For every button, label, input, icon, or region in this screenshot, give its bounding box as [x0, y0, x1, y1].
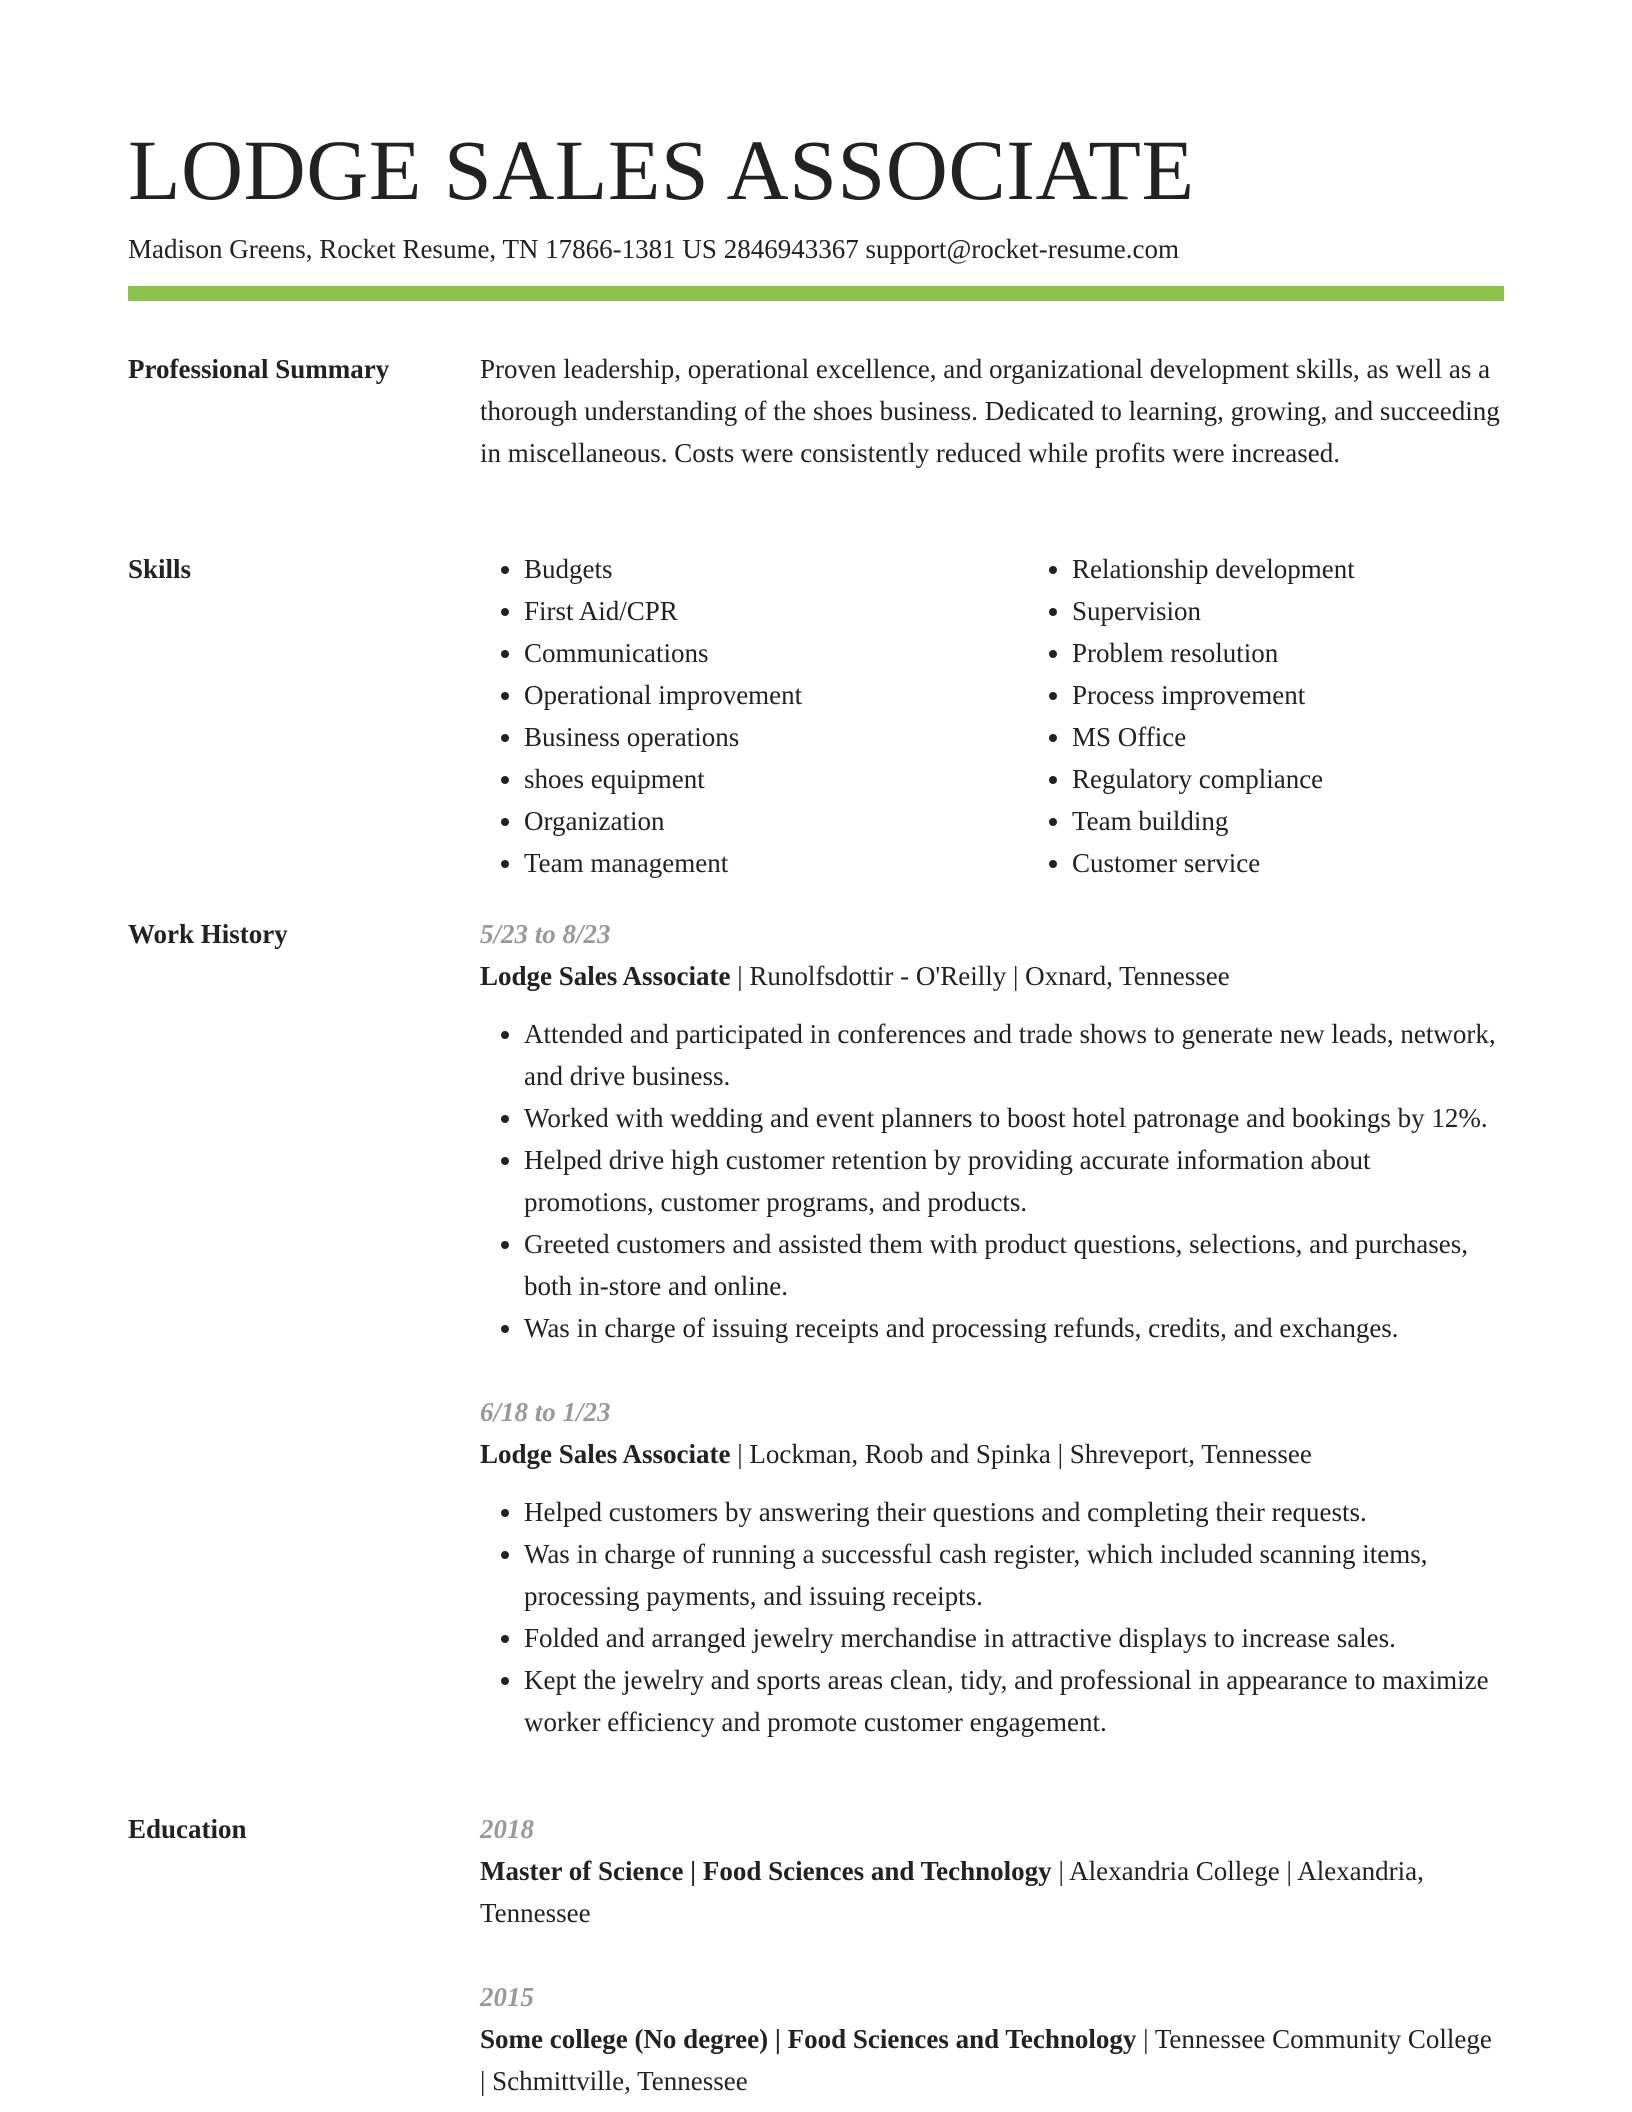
skill-item: • Team building: [1072, 800, 1532, 842]
education-date: 2018: [480, 1814, 534, 1844]
education-details: | Alexandria College | Alexandria, Tennessee: [480, 1856, 1424, 1928]
education-degree: Some college (No degree) | Food Sciences and Technology: [480, 2024, 1137, 2054]
skill-item: • Supervision: [1072, 590, 1532, 632]
header-divider: [128, 286, 1504, 301]
skill-item: • Organization: [524, 800, 984, 842]
skill-item: • Team management: [524, 842, 984, 884]
skill-item: • Operational improvement: [524, 674, 984, 716]
job-bullet: • Helped customers by answering their questions and completing their requests.: [524, 1491, 1504, 1533]
skill-item: • Business operations: [524, 716, 984, 758]
skill-item: • MS Office: [1072, 716, 1532, 758]
skill-item: • Regulatory compliance: [1072, 758, 1532, 800]
job-title: Lodge Sales Associate: [480, 961, 731, 991]
job-details: | Lockman, Roob and Spinka | Shreveport, Tennessee: [730, 1439, 1312, 1469]
skill-item: • Process improvement: [1072, 674, 1532, 716]
job-bullet: • Folded and arranged jewelry merchandise in attractive displays to increase sales.: [524, 1617, 1504, 1659]
education-line: [480, 1850, 1504, 1934]
summary-heading: Professional Summary: [128, 354, 390, 384]
education-heading: Education: [128, 1814, 247, 1844]
page-title: LODGE SALES ASSOCIATE: [128, 122, 1195, 218]
skill-item: • Problem resolution: [1072, 632, 1532, 674]
education-entry: [480, 1976, 1504, 2102]
skill-item: • First Aid/CPR: [524, 590, 984, 632]
skill-item: • Customer service: [1072, 842, 1532, 884]
job-line: [480, 1433, 1504, 1475]
education-details: | Tennessee Community College | Schmittville, Tennessee: [480, 2024, 1492, 2096]
education-entry: [480, 1808, 1504, 1934]
job-line: [480, 955, 1504, 997]
job-bullet: • Kept the jewelry and sports areas clean, tidy, and professional in appearance to maximize worker efficiency and promote customer engagement.: [524, 1659, 1504, 1743]
education-date: 2015: [480, 1982, 534, 2012]
job-bullet: • Attended and participated in conferences and trade shows to generate new leads, network, and drive business.: [524, 1013, 1504, 1097]
skill-item: • Communications: [524, 632, 984, 674]
job-details: | Runolfsdottir - O'Reilly | Oxnard, Tennessee: [730, 961, 1230, 991]
job-bullet: • Greeted customers and assisted them with product questions, selections, and purchases, both in-store and online.: [524, 1223, 1504, 1307]
job-bullets: [480, 1013, 1504, 1349]
contact-line: Madison Greens, Rocket Resume, TN 17866-1381 US 2846943367 support@rocket-resume.com: [128, 234, 1179, 264]
job-entry: [480, 913, 1504, 1349]
job-entry: [480, 1391, 1504, 1743]
job-title: Lodge Sales Associate: [480, 1439, 731, 1469]
job-date: 5/23 to 8/23: [480, 919, 611, 949]
skills-heading: Skills: [128, 554, 192, 584]
work-history-heading: Work History: [128, 919, 288, 949]
summary-text: Proven leadership, operational excellence, and organizational development skills, as well as a thorough understanding of the shoes business. Dedicated to learning, growing, and succeeding in miscellaneous. Costs were consistently reduced while profits were increased.: [480, 354, 1500, 468]
skills-list-right: [1028, 548, 1532, 884]
education-line: [480, 2018, 1504, 2102]
job-bullet: • Helped drive high customer retention by providing accurate information about promotions, customer programs, and products.: [524, 1139, 1504, 1223]
job-bullet: • Worked with wedding and event planners to boost hotel patronage and bookings by 12%.: [524, 1097, 1504, 1139]
job-bullets: [480, 1491, 1504, 1743]
job-bullet: • Was in charge of issuing receipts and processing refunds, credits, and exchanges.: [524, 1307, 1504, 1349]
skill-item: • shoes equipment: [524, 758, 984, 800]
job-date: 6/18 to 1/23: [480, 1397, 611, 1427]
job-bullet: • Was in charge of running a successful cash register, which included scanning items, processing payments, and issuing receipts.: [524, 1533, 1504, 1617]
skill-item: • Budgets: [524, 548, 984, 590]
education-degree: Master of Science | Food Sciences and Technology: [480, 1856, 1052, 1886]
skills-list-left: [480, 548, 984, 884]
skill-item: • Relationship development: [1072, 548, 1532, 590]
